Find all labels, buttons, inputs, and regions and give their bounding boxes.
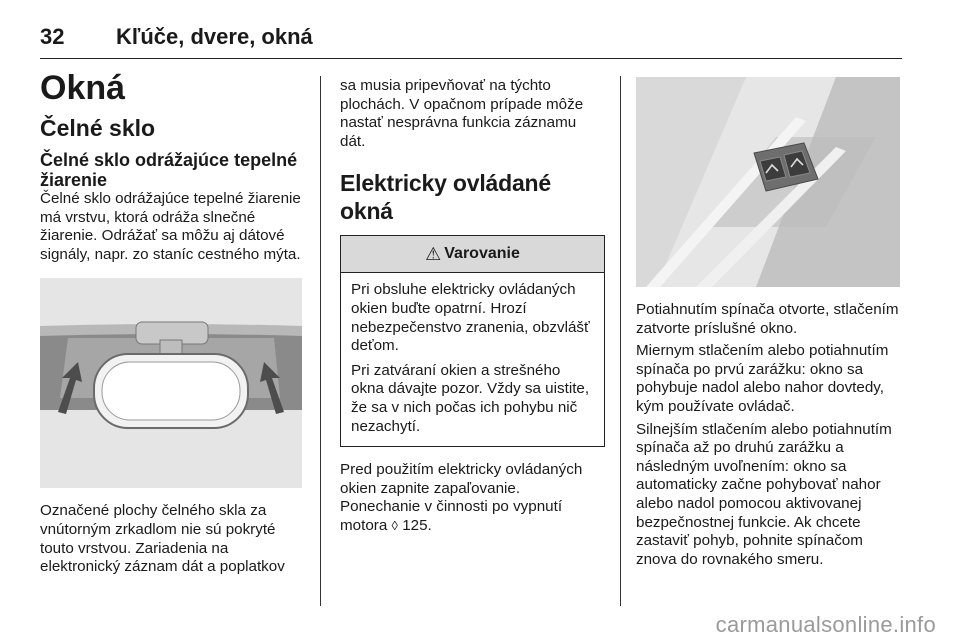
windscreen-mirror-drawing (40, 278, 302, 488)
after-warning-text (340, 461, 605, 535)
warning-title-bar (341, 236, 604, 273)
paragraph: Potiahnutím spínača otvorte, stlačením zatvorte príslušné okno. (636, 301, 899, 337)
warning-paragraph: Pri obsluhe elektricky ovládaných okien buďte opatrní. Hrozí nebezpečenstvo zranenia, obzvlášť deťom. (351, 281, 590, 355)
paragraph-text: Ponechanie v činnosti po vypnutí motora (340, 498, 563, 534)
subsection-heading: Čelné sklo odrážajúce tepelné žiarenie (40, 150, 298, 190)
page-reference-icon: ◊ (391, 517, 398, 533)
page-title: Okná (40, 69, 126, 107)
header-rule (40, 58, 902, 59)
page-reference-link[interactable]: 125. (402, 516, 432, 534)
paragraph: Pred použitím elektricky ovládaných okien zapnite zapaľovanie. (340, 461, 583, 497)
windscreen-mirror-illustration (40, 278, 302, 488)
column-divider-2 (620, 76, 621, 606)
column-3 (636, 77, 900, 569)
section-heading-power-windows: Elektricky ovládané okná (340, 170, 551, 225)
paragraph: Označené plochy čelného skla za vnútorným zrkadlom nie sú pokryté touto vrstvou. Zariadenia na elektronický záznam dát a poplatkov (40, 502, 285, 576)
paragraph: Čelné sklo odrážajúce tepelné žiarenie má vrstvu, ktorá odráža slnečné žiarenie. Odrážať sa môžu aj dátové signály, napr. zo staníc cestného mýta. (40, 190, 301, 263)
column-2 (340, 77, 605, 536)
chapter-title: Kľúče, dvere, okná (116, 24, 313, 49)
column-divider-1 (320, 76, 321, 606)
paragraph: Silnejším stlačením alebo potiahnutím spínača až po druhú zarážku a následným uvoľnením: okno sa automaticky začne pohybovať nahor alebo nadol pomocou aktivovanej bezpečnostnej funkcie. Ak chcete zastaviť pohyb, pohnite spínačom znova do rovnakého smeru. (636, 420, 892, 568)
paragraph: sa musia pripevňovať na týchto plochách. V opačnom prípade môže nastať nesprávna funkcia záznamu dát. (340, 77, 584, 150)
warning-title: Varovanie (444, 245, 520, 263)
warning-box (340, 235, 605, 447)
paragraph (340, 498, 605, 535)
window-switch-drawing (636, 77, 900, 287)
warning-triangle-icon: ⚠ (425, 243, 442, 264)
watermark: carmanualsonline.info (715, 612, 936, 637)
page-number: 32 (40, 24, 65, 49)
column-1 (40, 68, 310, 577)
warning-paragraph: Pri zatváraní okien a strešného okna dávajte pozor. Vždy sa uistite, že sa v nich počas ich pohybu nič nezachytí. (351, 361, 590, 435)
section-heading-windscreen: Čelné sklo (40, 115, 156, 141)
warning-body (341, 273, 604, 446)
window-switch-illustration (636, 77, 900, 287)
paragraph: Miernym stlačením alebo potiahnutím spínača po prvú zarážku: okno sa pohybuje nadol alebo nahor dovtedy, kým používate ovládač. (636, 342, 889, 415)
page-header (40, 18, 900, 58)
